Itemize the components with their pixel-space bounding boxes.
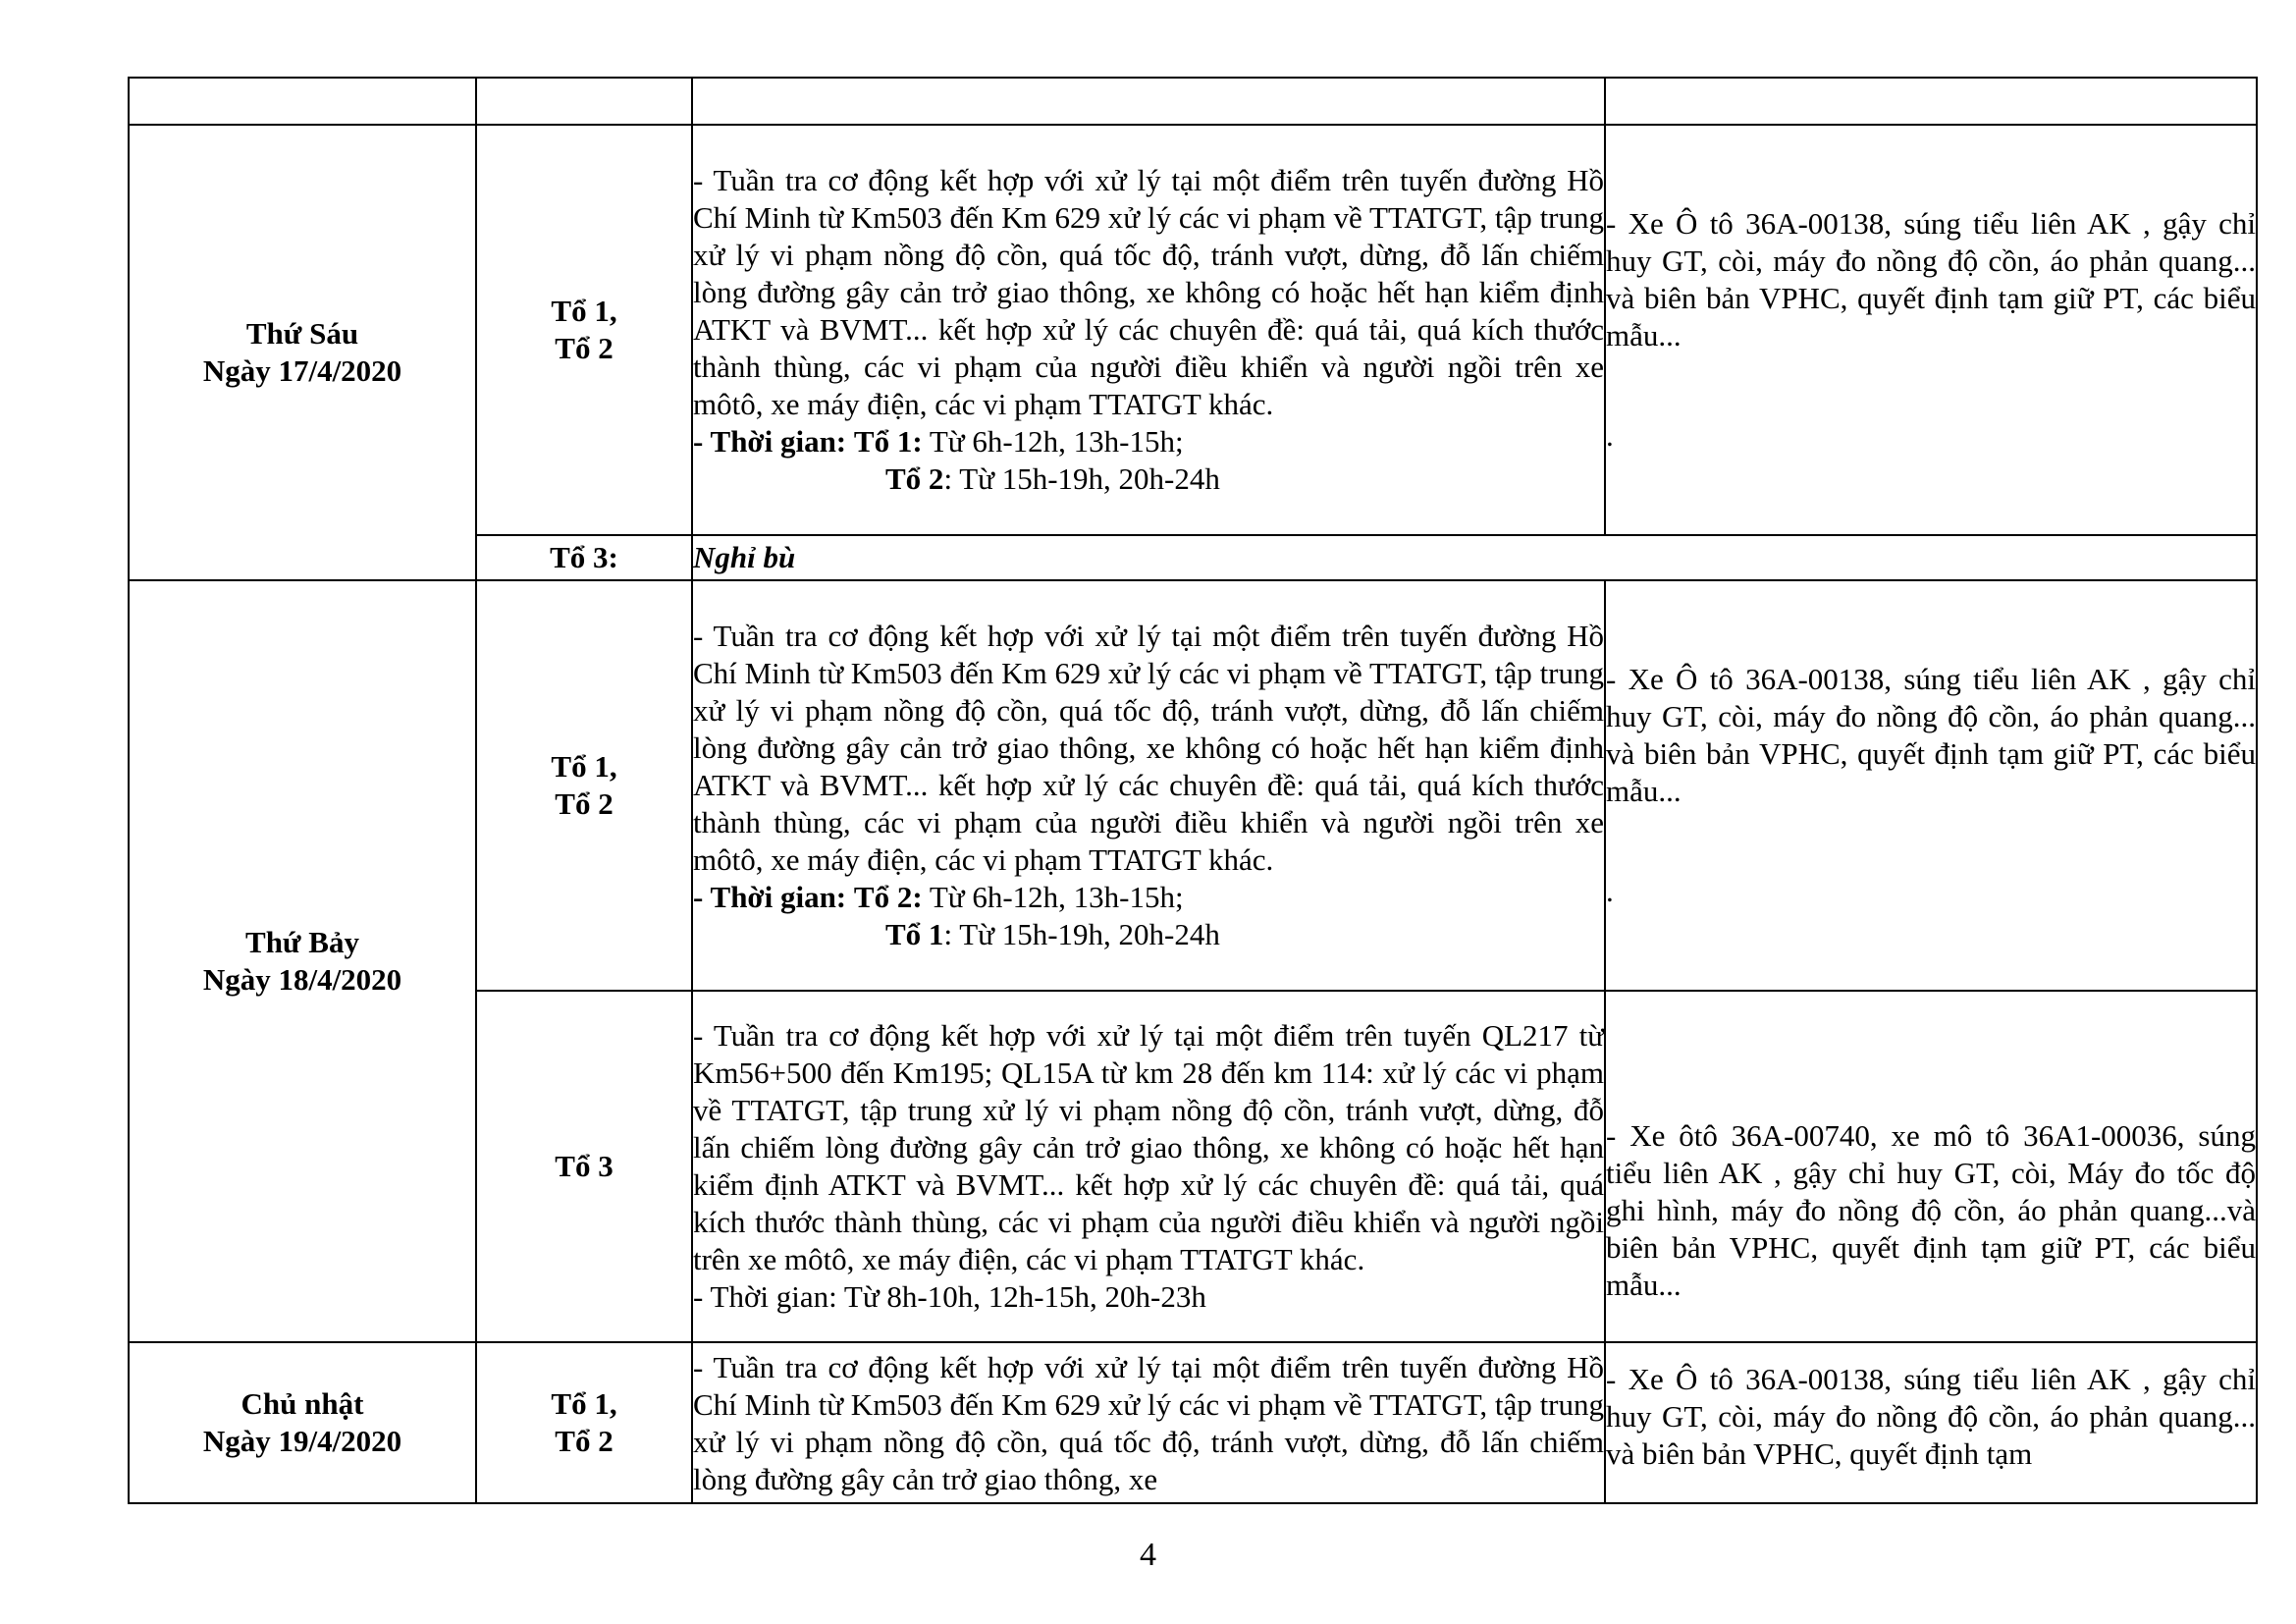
time-team-1: Tổ 1: (853, 424, 923, 459)
off-team-label: Tổ 3: (476, 535, 692, 580)
time-line-2 (693, 460, 1604, 498)
blank-cell (476, 78, 692, 125)
task-text: - Tuần tra cơ động kết hợp với xử lý tại một điểm trên tuyến đường Hồ Chí Minh từ Km503 đến Km 629 xử lý các vi phạm về TTATGT, tập trung xử lý vi phạm nồng độ cồn, quá tốc độ, tránh vượt, dừng, đỗ lấn chiếm lòng đường gây cản trở giao thông, xe không có hoặc hết hạn kiểm định ATKT và BVMT... kết hợp xử lý các chuyên đề: quá tải, quá kích thước thành thùng, các vi phạm của người điều khiển và người ngồi trên xe môtô, xe máy điện, các vi phạm TTATGT khác. (693, 619, 1604, 877)
day-cell (129, 125, 476, 580)
equipment-dot: . (1606, 874, 1614, 908)
team-label-2: Tổ 2 (555, 331, 614, 365)
sunday-row (129, 1342, 2257, 1503)
blank-row (129, 78, 2257, 125)
equipment-dot: . (1606, 418, 1614, 453)
time-line-2 (693, 916, 1604, 953)
task-cell (692, 991, 1605, 1342)
equipment-text: - Xe Ô tô 36A-00138, súng tiểu liên AK , gậy chỉ huy GT, còi, máy đo nồng độ cồn, áo phản quang... và biên bản VPHC, quyết định tạm (1606, 1362, 2256, 1471)
team-label-1: Tổ 1, (551, 294, 617, 328)
day-name: Thứ Sáu (245, 316, 359, 351)
schedule-table (128, 77, 2258, 1504)
off-text: Nghỉ bù (692, 535, 2257, 580)
team-cell (476, 125, 692, 535)
time-range-2: : Từ 15h-19h, 20h-24h (943, 461, 1220, 496)
equipment-cell (1605, 991, 2257, 1342)
task-cell (692, 1342, 1605, 1503)
equipment-text: - Xe Ô tô 36A-00138, súng tiểu liên AK , gậy chỉ huy GT, còi, máy đo nồng độ cồn, áo phản quang... và biên bản VPHC, quyết định tạm giữ PT, các biểu mẫu... (1606, 662, 2256, 808)
day-cell (129, 580, 476, 1342)
task-text: - Tuần tra cơ động kết hợp với xử lý tại một điểm trên tuyến đường Hồ Chí Minh từ Km503 đến Km 629 xử lý các vi phạm về TTATGT, tập trung xử lý vi phạm nồng độ cồn, quá tốc độ, tránh vượt, dừng, đỗ lấn chiếm lòng đường gây cản trở giao thông, xe không có hoặc hết hạn kiểm định ATKT và BVMT... kết hợp xử lý các chuyên đề: quá tải, quá kích thước thành thùng, các vi phạm của người điều khiển và người ngồi trên xe môtô, xe máy điện, các vi phạm TTATGT khác. (693, 163, 1604, 421)
day-cell (129, 1342, 476, 1503)
task-text: - Tuần tra cơ động kết hợp với xử lý tại một điểm trên tuyến đường Hồ Chí Minh từ Km503 đến Km 629 xử lý các vi phạm về TTATGT, tập trung xử lý vi phạm nồng độ cồn, quá tốc độ, tránh vượt, dừng, đỗ lấn chiếm lòng đường gây cản trở giao thông, xe (693, 1350, 1604, 1496)
equipment-cell (1605, 580, 2257, 991)
day-name: Chủ nhật (240, 1386, 364, 1421)
task-text: - Tuần tra cơ động kết hợp với xử lý tại một điểm trên tuyến QL217 từ Km56+500 đến Km195; QL15A từ km 28 đến km 114: xử lý các vi phạm về TTATGT, tập trung xử lý vi phạm nồng độ cồn, tránh vượt, dừng, đỗ lấn chiếm lòng đường gây cản trở giao thông, xe không có hoặc hết hạn kiểm định ATKT và BVMT... kết hợp xử lý các chuyên đề: quá tải, quá kích thước thành thùng, các vi phạm của người điều khiển và người ngồi trên xe môtô, xe máy điện, các vi phạm TTATGT khác. (693, 1018, 1604, 1276)
time-team-2: Tổ 2 (885, 461, 944, 496)
time-team-1: Tổ 2: (853, 880, 923, 914)
equipment-cell (1605, 1342, 2257, 1503)
time-team-2: Tổ 1 (885, 917, 944, 951)
team-label-2: Tổ 2 (555, 1424, 614, 1458)
day-date: Ngày 19/4/2020 (202, 1424, 402, 1458)
page-number: 4 (1140, 1537, 1156, 1573)
time-label: - Thời gian: (693, 424, 847, 459)
task-cell (692, 125, 1605, 535)
team-cell (476, 1342, 692, 1503)
time-line-1 (693, 879, 1604, 916)
team-label-1: Tổ 1, (551, 749, 617, 784)
time-range-2: : Từ 15h-19h, 20h-24h (943, 917, 1220, 951)
saturday-row (129, 580, 2257, 991)
team-label: Tổ 3 (555, 1149, 614, 1183)
friday-row (129, 125, 2257, 535)
day-date: Ngày 17/4/2020 (202, 353, 402, 388)
team-cell (476, 991, 692, 1342)
day-name: Thứ Bảy (245, 925, 359, 959)
blank-cell (692, 78, 1605, 125)
task-cell (692, 580, 1605, 991)
team-cell (476, 580, 692, 991)
time-range-1: Từ 6h-12h, 13h-15h; (922, 880, 1184, 914)
time-line: - Thời gian: Từ 8h-10h, 12h-15h, 20h-23h (693, 1279, 1206, 1314)
team-label-2: Tổ 2 (555, 786, 614, 821)
time-label: - Thời gian: (693, 880, 847, 914)
blank-cell (129, 78, 476, 125)
day-date: Ngày 18/4/2020 (202, 962, 402, 997)
equipment-cell (1605, 125, 2257, 535)
blank-cell (1605, 78, 2257, 125)
time-line-1 (693, 423, 1604, 460)
equipment-text: - Xe ôtô 36A-00740, xe mô tô 36A1-00036, súng tiểu liên AK , gậy chỉ huy GT, còi, Máy đo tốc độ ghi hình, máy đo nồng độ cồn, áo phản quang...và biên bản VPHC, quyết định tạm giữ PT, các biểu mẫu... (1606, 1118, 2256, 1302)
time-range-1: Từ 6h-12h, 13h-15h; (922, 424, 1184, 459)
equipment-text: - Xe Ô tô 36A-00138, súng tiểu liên AK , gậy chỉ huy GT, còi, máy đo nồng độ cồn, áo phản quang... và biên bản VPHC, quyết định tạm giữ PT, các biểu mẫu... (1606, 206, 2256, 352)
team-label-1: Tổ 1, (551, 1386, 617, 1421)
